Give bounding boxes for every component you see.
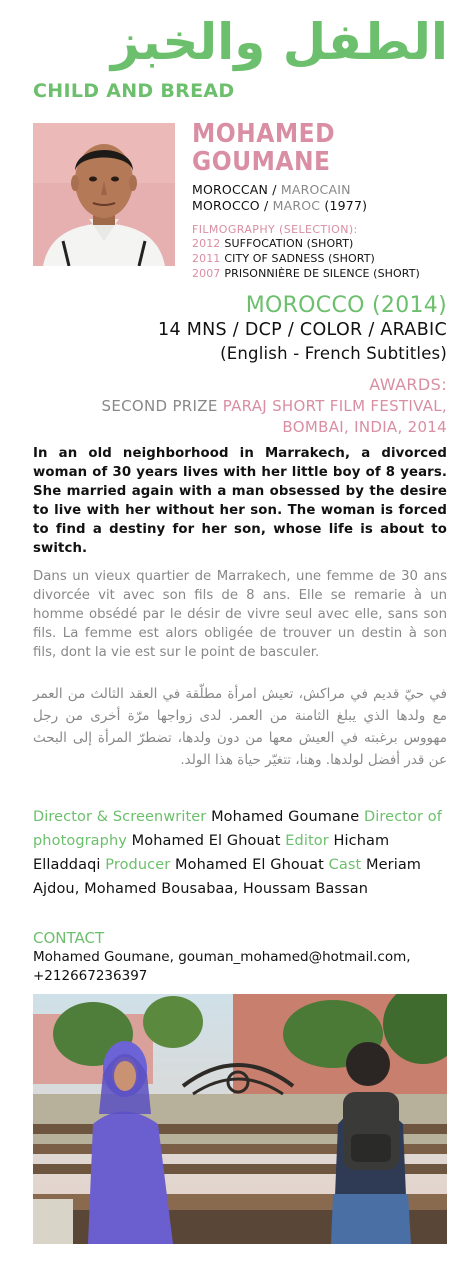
award-prize: SECOND PRIZE [101, 397, 218, 415]
credit-name: Meriam Ajdou, Mohamed Bousabaa, Houssam Bassan [33, 857, 422, 897]
credit-name: Mohamed Goumane [211, 809, 360, 825]
filmography-year: 2011 [192, 252, 221, 265]
film-country-year: MOROCCO (2014) [245, 293, 447, 318]
synopsis-arabic: في حيّ قديم في مراكش، تعيش امرأة مطلّقة في العقد الثالث من العمر مع ولدها الذي يبلغ الثامنة من العمر. لدى زواجها مرّة أخرى من رجل مهووس برغبته في العيش معها من دون ولدها، تضطرّ المرأة إلى البحث عن قدر أفضل لولدها. وهنا، تتغيّر حياة هذا الولد. [33, 686, 447, 768]
filmography-item [192, 252, 375, 266]
filmography-label: FILMOGRAPHY (SELECTION): [192, 223, 358, 236]
credit-role: Producer [105, 857, 171, 873]
filmography-item [192, 237, 353, 251]
filmography-title: PRISONNIÈRE DE SILENCE (SHORT) [224, 267, 420, 280]
nationality-line: MOROCCAN / MAROCAIN [192, 182, 351, 197]
arabic-title: الطفل والخبز [110, 13, 448, 71]
nationality-en: MOROCCAN [192, 182, 269, 197]
country-line: MOROCCO / MAROC (1977) [192, 198, 368, 213]
director-portrait [33, 123, 175, 266]
credit-name: Mohamed El Ghouat [175, 857, 324, 873]
contact-text: Mohamed Goumane, gouman_mohamed@hotmail.com, +212667236397 [33, 949, 411, 984]
awards-label: AWARDS: [369, 375, 447, 394]
award-festival: PARAJ SHORT FILM FESTIVAL, BOMBAI, INDIA, 2014 [222, 397, 447, 436]
credit-role: Cast [328, 857, 362, 873]
awards-text [33, 396, 447, 438]
english-title: CHILD AND BREAD [33, 80, 235, 102]
film-still-image [33, 994, 447, 1244]
synopsis-english: In an old neighborhood in Marrakech, a divorced woman of 30 years lives with her little boy of 8 years. She married again with a man obsessed by the desire to live with her without her son. The woman is forced to find a destiny for her son, whose life is about to switch. [33, 446, 447, 556]
synopsis-french: Dans un vieux quartier de Marrakech, une femme de 30 ans divorcée vit avec son fils de 8 ans. Elle se remarie à un homme obsédé par le désir de vivre seul avec elle, sans son fils. La femme est alors obligée de trouver un destin à son fils, dont la vie est sur le point de basculer. [33, 569, 447, 660]
filmography-item [192, 267, 420, 281]
nationality-fr: MAROCAIN [280, 182, 351, 197]
credit-role: Director & Screenwriter [33, 809, 207, 825]
credit-name: Hicham Elladdaqi [33, 833, 390, 873]
credit-role: Director of photography [33, 809, 442, 849]
director-last-name: GOUMANE [192, 147, 331, 177]
filmography-title: CITY OF SADNESS (SHORT) [224, 252, 375, 265]
birth-year: (1977) [324, 198, 368, 213]
filmography-year: 2007 [192, 267, 221, 280]
director-first-name: MOHAMED [192, 119, 336, 149]
credit-role: Editor [285, 833, 329, 849]
filmography-year: 2012 [192, 237, 221, 250]
credit-name: Mohamed El Ghouat [131, 833, 281, 849]
film-tech-specs: 14 MNS / DCP / COLOR / ARABIC [158, 320, 447, 340]
country-fr: MAROC [272, 198, 321, 213]
contact-label: CONTACT [33, 929, 105, 947]
film-subtitles: (English - French Subtitles) [220, 344, 447, 363]
director-name [192, 120, 442, 176]
filmography-title: SUFFOCATION (SHORT) [224, 237, 354, 250]
country-en: MOROCCO [192, 198, 260, 213]
credits-block [33, 805, 447, 901]
